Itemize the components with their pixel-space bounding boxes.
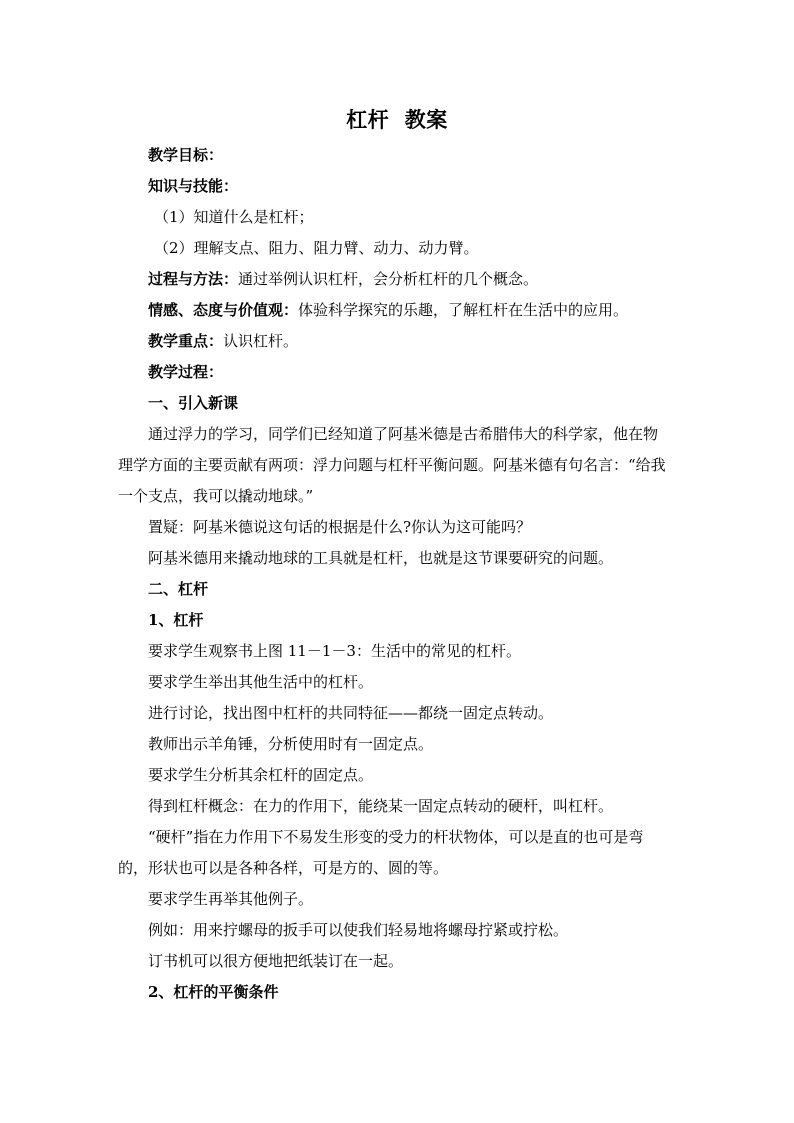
objectives-heading: 教学目标： [148, 146, 224, 164]
section1-heading: 一、引入新课 [148, 394, 239, 412]
lever-line-3: 进行讨论，找出图中杠杆的共同特征——都绕一固定点转动。 [148, 704, 554, 722]
lever-line-4: 教师出示羊角锤，分析使用时有一固定点。 [148, 735, 434, 753]
section1-paragraph-2: 置疑：阿基米德说这句话的根据是什么?你认为这可能吗？ [148, 518, 532, 536]
process-method-line [118, 264, 666, 295]
key-point-text: 认识杠杆。 [223, 332, 299, 350]
lever-line-1: 要求学生观察书上图 11－1－3：生活中的常见的杠杆。 [148, 642, 521, 660]
document-body [118, 140, 666, 1008]
knowledge-heading: 知识与技能： [148, 177, 239, 195]
key-point-line [118, 326, 666, 357]
section1-paragraph-1: 通过浮力的学习，同学们已经知道了阿基米德是古希腊伟大的科学家，他在物理学方面的主要贡献有两项：浮力问题与杠杆平衡问题。阿基米德有句名言：“给我一个支点，我可以撬动地球。” [118, 425, 666, 505]
process-method-text: 通过举例认识杠杆，会分析杠杆的几个概念。 [238, 270, 539, 288]
objective-item-2: （2）理解支点、阻力、阻力臂、动力、动力臂。 [154, 239, 479, 257]
lever-line-6: 得到杠杆概念：在力的作用下，能绕某一固定点转动的硬杆，叫杠杆。 [148, 797, 614, 815]
subsection2-heading: 2、杠杆的平衡条件 [148, 983, 279, 1001]
process-heading: 教学过程： [148, 363, 224, 381]
subsection1-heading: 1、杠杆 [148, 611, 204, 629]
lever-line-10: 订书机可以很方便地把纸装订在一起。 [148, 952, 404, 970]
process-method-label: 过程与方法： [148, 270, 239, 288]
key-point-label: 教学重点： [148, 332, 224, 350]
lever-line-5: 要求学生分析其余杠杆的固定点。 [148, 766, 374, 784]
lever-line-7: “硬杆”指在力作用下不易发生形变的受力的杆状物体，可以是直的也可是弯的，形状也可以是各种各样，可是方的、圆的等。 [118, 828, 644, 877]
lever-line-9: 例如：用来拧螺母的扳手可以使我们轻易地将螺母拧紧或拧松。 [148, 921, 569, 939]
document-title: 杠杆 教案 [346, 107, 448, 132]
section1-paragraph-3: 阿基米德用来撬动地球的工具就是杠杆，也就是这节课要研究的问题。 [148, 549, 614, 567]
lever-line-8: 要求学生再举其他例子。 [148, 890, 314, 908]
section2-heading: 二、杠杆 [148, 580, 209, 598]
objective-item-1: （1）知道什么是杠杆； [154, 208, 314, 226]
emotion-label: 情感、态度与价值观： [148, 301, 299, 319]
emotion-text: 体验科学探究的乐趣，了解杠杆在生活中的应用。 [298, 301, 629, 319]
emotion-line [118, 295, 666, 326]
lever-line-2: 要求学生举出其他生活中的杠杆。 [148, 673, 374, 691]
